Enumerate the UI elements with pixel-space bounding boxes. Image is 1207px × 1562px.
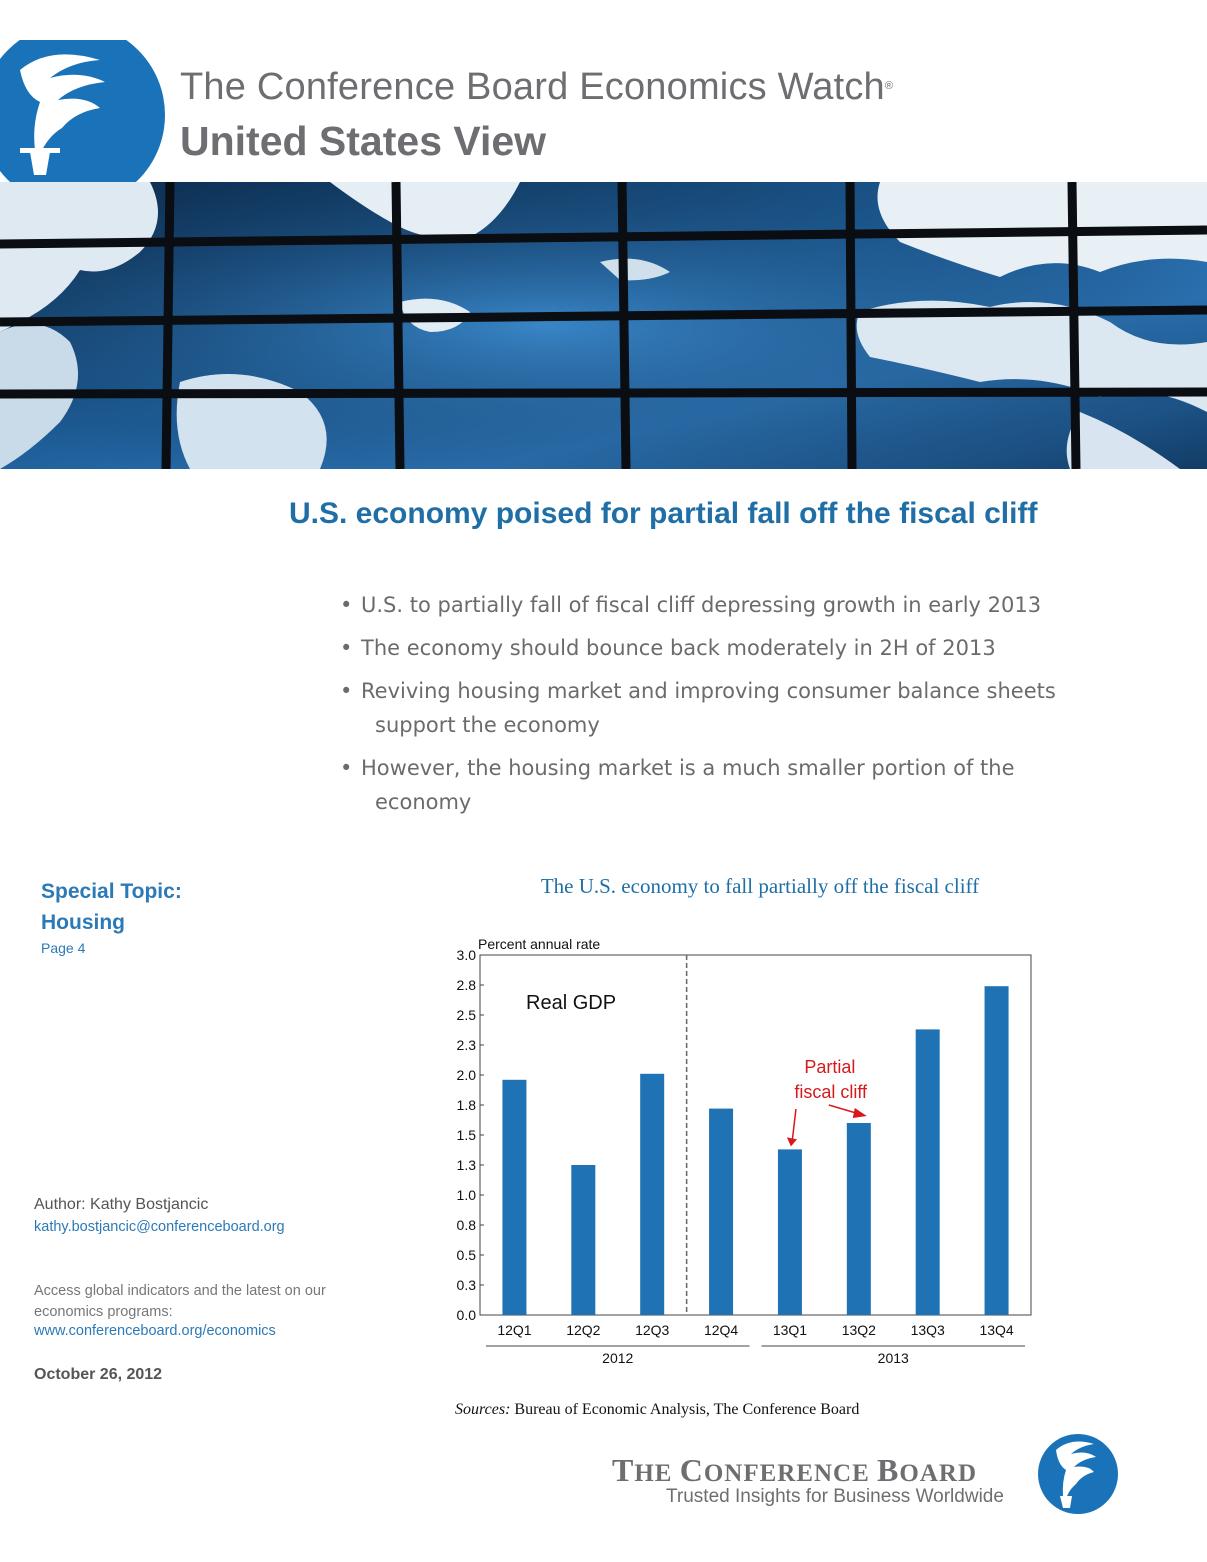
bar-12Q2 — [571, 1165, 595, 1315]
x-tick-label: 13Q4 — [979, 1322, 1014, 1338]
y-tick-label: 0.8 — [456, 1217, 476, 1233]
x-tick-label: 13Q3 — [910, 1322, 945, 1338]
conference-board-wordmark: THE CONFERENCE BOARD — [612, 1452, 977, 1488]
publication-subtitle: United States View — [180, 118, 547, 164]
publication-title: The Conference Board Economics Watch® — [180, 66, 894, 108]
world-map-screens-banner — [0, 182, 1207, 469]
bar-12Q1 — [502, 1080, 526, 1315]
chart-title: The U.S. economy to fall partially off the fiscal cliff — [540, 874, 980, 898]
special-topic-heading: Special Topic: Housing — [41, 880, 182, 934]
annotation-line2: fiscal cliff — [794, 1082, 868, 1102]
bar-12Q3 — [640, 1074, 664, 1315]
y-tick-label: 1.8 — [456, 1097, 476, 1113]
x-tick-label: 12Q3 — [635, 1322, 670, 1338]
gdp-bar-chart — [430, 930, 1050, 1390]
annotation-arrowhead — [787, 1137, 797, 1146]
x-tick-label: 13Q2 — [841, 1322, 876, 1338]
key-point: • Reviving housing market and improving consumer balance sheets support the economy — [340, 674, 1140, 742]
bar-13Q2 — [847, 1123, 871, 1315]
key-point: • However, the housing market is a much smaller portion of the economy — [340, 751, 1140, 819]
y-tick-label: 2.8 — [456, 977, 476, 993]
tagline: Trusted Insights for Business Worldwide — [666, 1486, 1004, 1507]
y-tick-label: 1.5 — [456, 1127, 476, 1143]
year-group-label: 2013 — [877, 1350, 909, 1366]
x-tick-label: 12Q1 — [497, 1322, 532, 1338]
series-label: Real GDP — [526, 992, 617, 1014]
annotation-arrowhead — [853, 1108, 867, 1118]
y-tick-label: 0.0 — [456, 1307, 476, 1323]
publication-date: October 26, 2012 — [34, 1366, 163, 1383]
access-text: Access global indicators and the latest on our economics programs: — [34, 1283, 326, 1320]
author-name: Author: Kathy Bostjancic — [34, 1196, 209, 1213]
bar-13Q1 — [778, 1149, 802, 1315]
year-group-label: 2012 — [602, 1350, 634, 1366]
registered-mark: ® — [884, 80, 894, 92]
economics-programs-link[interactable]: www.conferenceboard.org/economics — [34, 1323, 276, 1339]
y-tick-label: 1.0 — [456, 1187, 476, 1203]
conference-board-torch-logo — [0, 40, 165, 190]
key-point: • The economy should bounce back moderately in 2H of 2013 — [340, 631, 1140, 665]
bar-12Q4 — [709, 1109, 733, 1315]
key-points-list — [340, 588, 1140, 828]
y-tick-label: 0.5 — [456, 1247, 476, 1263]
x-tick-label: 13Q1 — [772, 1322, 808, 1338]
y-tick-label: 3.0 — [456, 947, 476, 963]
author-email-link[interactable]: kathy.bostjancic@conferenceboard.org — [34, 1219, 285, 1235]
annotation-arrow — [792, 1109, 796, 1143]
special-topic-page-ref: Page 4 — [41, 940, 86, 956]
conference-board-torch-logo-small — [1036, 1432, 1120, 1516]
y-tick-label: 2.3 — [456, 1037, 476, 1053]
headline: U.S. economy poised for partial fall off the fiscal cliff — [289, 497, 1038, 530]
x-tick-label: 12Q4 — [703, 1322, 739, 1338]
y-tick-label: 0.3 — [456, 1277, 476, 1293]
y-tick-label: 1.3 — [456, 1157, 476, 1173]
bar-13Q4 — [985, 986, 1009, 1315]
y-tick-label: 2.5 — [456, 1007, 476, 1023]
annotation-line1: Partial — [804, 1057, 856, 1077]
bar-13Q3 — [916, 1029, 940, 1315]
y-axis-label: Percent annual rate — [478, 936, 601, 952]
key-point: • U.S. to partially fall of fiscal cliff depressing growth in early 2013 — [340, 588, 1140, 622]
chart-sources: Sources: Bureau of Economic Analysis, The Conference Board — [455, 1401, 860, 1418]
x-tick-label: 12Q2 — [566, 1322, 601, 1338]
y-tick-label: 2.0 — [456, 1067, 476, 1083]
